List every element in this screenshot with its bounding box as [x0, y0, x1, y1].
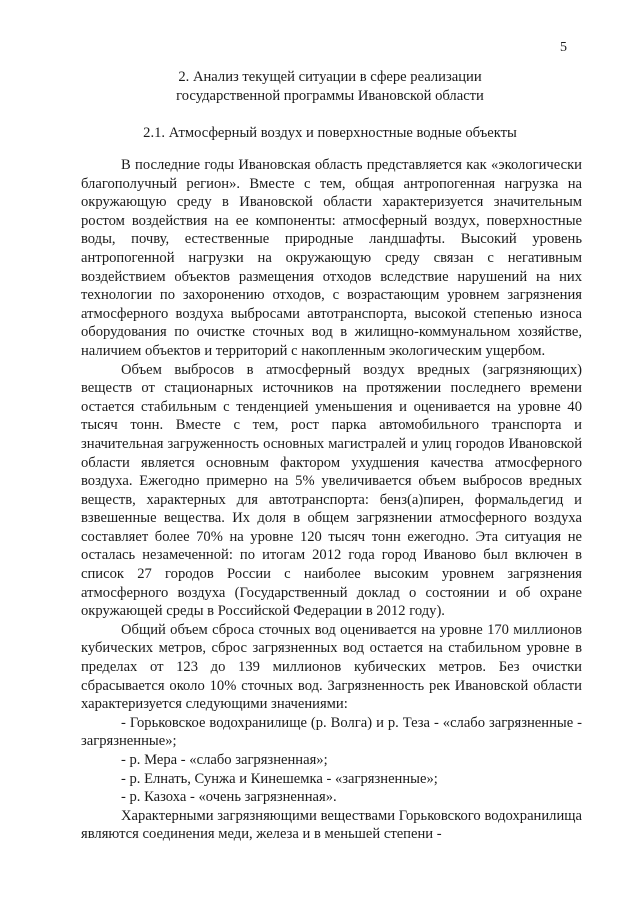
list-item: - р. Елнать, Сунжа и Кинешемка - «загрязненные»; [121, 770, 438, 787]
section-title [80, 68, 580, 106]
paragraph-3: Общий объем сброса сточных вод оценивается на уровне 170 миллионов кубических метров, сброс загрязненных вод остается на стабильном уровне в пределах от 123 до 139 миллионов кубических метров. Без очистки сбрасывается около 10% сточных вод. Загрязненность рек Ивановской области характеризуется следующими значениями: [81, 621, 582, 713]
paragraph-2: Объем выбросов в атмосферный воздух вредных (загрязняющих) веществ от стационарных источников на протяжении последнего времени остается стабильным с тенденцией уменьшения и оценивается на уровне 40 тысяч тонн. Вместе с тем, рост парка автомобильного транспорта и значительная загруженность основных магистралей и улиц городов Ивановской области является основным фактором ухудшения качества атмосферного воздуха. Ежегодно примерно на 5% увеличивается объем выбросов вредных веществ, характерных для автотранспорта: бенз(а)пирен, формальдегид и взвешенные вещества. Их доля в общем загрязнении атмосферного воздуха составляет более 70% на уровне 120 тысяч тонн ежегодно. Эта ситуация не осталась незамеченной: по итогам 2012 года город Иваново был включен в список 27 городов России с наиболее высоким уровнем загрязнения атмосферного воздуха (Государственный доклад о состоянии и об охране окружающей среды в Российской Федерации в 2012 году). [81, 361, 582, 620]
section-title-line2: государственной программы Ивановской области [176, 88, 484, 104]
water-quality-list [81, 714, 582, 807]
page-number: 5 [560, 40, 567, 55]
section-title-line1: 2. Анализ текущей ситуации в сфере реализации [178, 69, 482, 85]
list-item: - р. Казоха - «очень загрязненная». [121, 789, 337, 806]
subsection-title: 2.1. Атмосферный воздух и поверхностные водные объекты [143, 125, 517, 141]
body-text [81, 156, 582, 844]
paragraph-1: В последние годы Ивановская область представляется как «экологически благополучный регион». Вместе с тем, общая антропогенная нагрузка на окружающую среду в Ивановской области характеризуется значительным ростом воздействия на ее компоненты: атмосферный воздух, поверхностные воды, почву, естественные природные ландшафты. Высокий уровень антропогенной нагрузки на окружающую среду связан с негативным воздействием объектов размещения отходов вследствие нарушений на них технологии по захоронению отходов, с возрастающим уровнем загрязнения атмосферного воздуха выбросами автотранспорта, высокой степенью износа оборудования по очистке сточных вод в жилищно-коммунальном хозяйстве, наличием объектов и территорий с накопленным экологическим ущербом. [81, 157, 582, 359]
list-item: - Горьковское водохранилище (р. Волга) и р. Теза - «слабо загрязненные - загрязненные»; [81, 714, 582, 750]
paragraph-4: Характерными загрязняющими веществами Горьковского водохранилища являются соединения меди, железа и в меньшей степени - [81, 807, 582, 843]
list-item: - р. Мера - «слабо загрязненная»; [121, 752, 328, 768]
